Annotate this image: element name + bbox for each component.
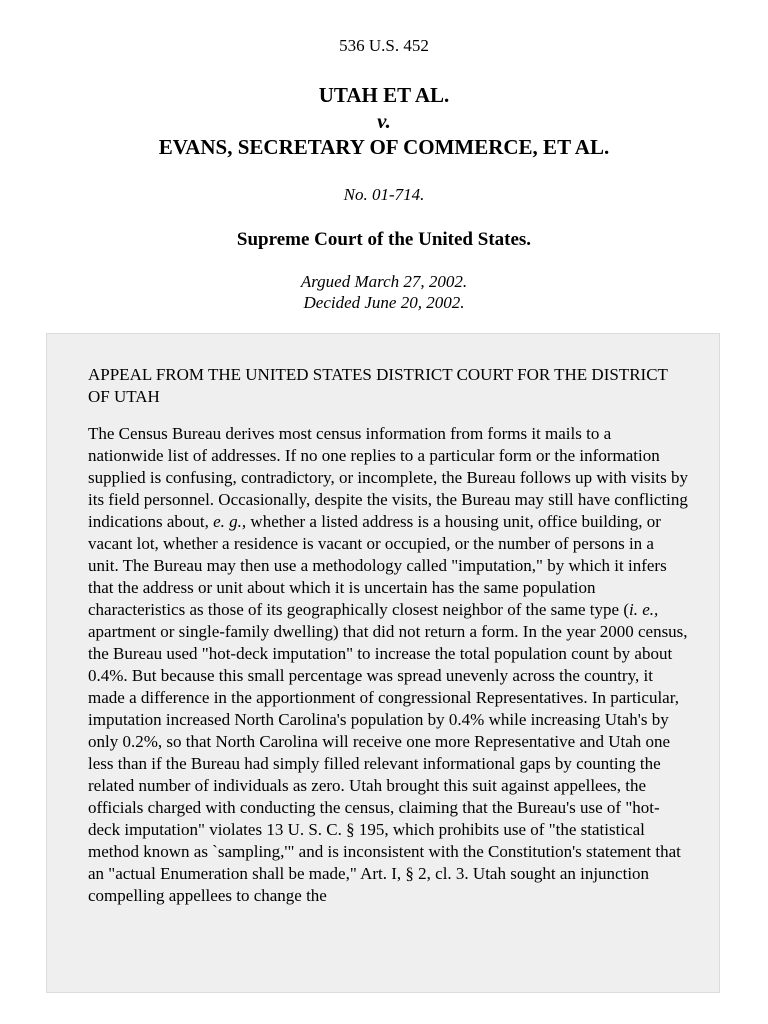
- syllabus-paragraph: [88, 423, 688, 907]
- appeal-heading: APPEAL FROM THE UNITED STATES DISTRICT COURT FOR THE DISTRICT OF UTAH: [88, 365, 668, 406]
- argued-date: Argued March 27, 2002.: [300, 272, 468, 291]
- eg-abbrev: e. g.,: [213, 512, 247, 531]
- syllabus-content: [88, 364, 688, 907]
- party-appellee: EVANS, SECRETARY OF COMMERCE, ET AL.: [158, 135, 610, 159]
- case-title: [0, 82, 768, 160]
- case-dates: [0, 271, 768, 313]
- versus-label: v.: [377, 109, 391, 133]
- syllabus-text-part2: whether a listed address is a housing unit, office building, or vacant lot, whether a residence is vacant or occupied, or the number of persons in a unit. The Bureau may then use a methodology called "imputation," by which it infers that the address or unit about which it is uncertain has the same population characteristics as those of its geographically closest neighbor of the same type (: [88, 512, 667, 619]
- party-appellant: UTAH ET AL.: [318, 83, 450, 107]
- syllabus-panel: [46, 333, 720, 993]
- syllabus-text-part3: apartment or single-family dwelling) that did not return a form. In the year 2000 census, the Bureau used "hot-deck imputation" to increase the total population count by about 0.4%. But because this small percentage was spread unevenly across the country, it made a difference in the apportionment of congressional Representatives. In particular, imputation increased North Carolina's population by 0.4% while increasing Utah's by only 0.2%, so that North Carolina will receive one more Representative and Utah one less than if the Bureau had simply filled relevant informational gaps by counting the related number of individuals as zero. Utah brought this suit against appellees, the officials charged with conducting the census, claiming that the Bureau's use of "hot-deck imputation" violates 13 U. S. C. § 195, which prohibits use of "the statistical method known as `sampling,'" and is inconsistent with the Constitution's statement that an "actual Enumeration shall be made," Art. I, § 2, cl. 3. Utah sought an injunction compelling appellees to change the: [88, 622, 688, 905]
- syllabus-text-part1: The Census Bureau derives most census information from forms it mails to a nationwide list of addresses. If no one replies to a particular form or the information supplied is confusing, contradictory, or incomplete, the Bureau follows up with visits by its field personnel. Occasionally, despite the visits, the Bureau may still have conflicting indications about,: [88, 424, 688, 531]
- decided-date: Decided June 20, 2002.: [303, 293, 465, 312]
- ie-abbrev: i. e.,: [629, 600, 659, 619]
- docket-number: No. 01-714.: [343, 185, 425, 204]
- case-citation: 536 U.S. 452: [339, 36, 429, 55]
- court-name: Supreme Court of the United States.: [236, 229, 532, 250]
